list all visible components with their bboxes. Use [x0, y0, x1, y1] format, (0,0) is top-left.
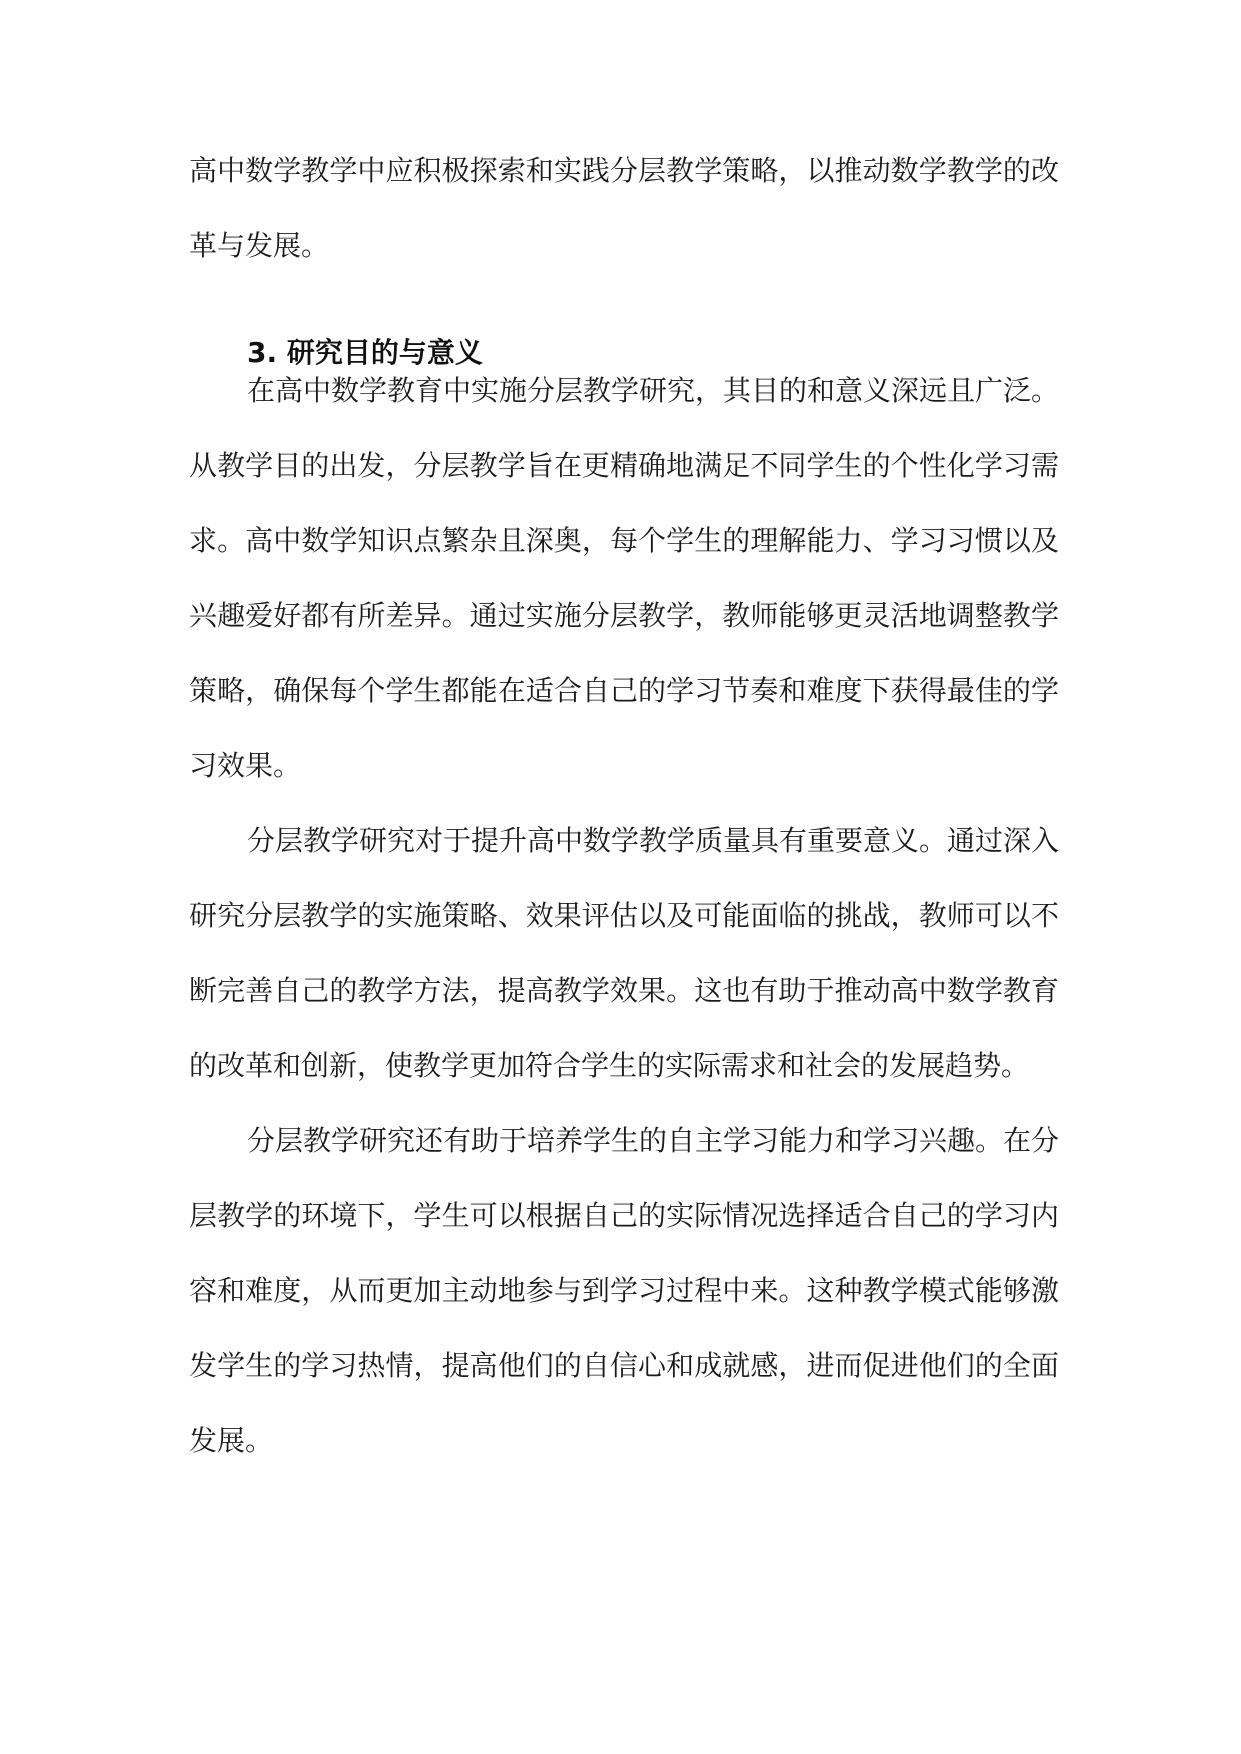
- body-paragraph-1: 在高中数学教育中实施分层教学研究，其目的和意义深远且广泛。从教学目的出发，分层教学旨在更精确地满足不同学生的个性化学习需求。高中数学知识点繁杂且深奥，每个学生的理解能力、学习习惯以及兴趣爱好都有所差异。通过实施分层教学，教师能够更灵活地调整教学策略，确保每个学生都能在适合自己的学习节奏和难度下获得最佳的学习效果。: [189, 374, 1060, 782]
- body-paragraph-2: 分层教学研究对于提升高中数学教学质量具有重要意义。通过深入研究分层教学的实施策略、效果评估以及可能面临的挑战，教师可以不断完善自己的教学方法，提高教学效果。这也有助于推动高中数学教育的改革和创新，使教学更加符合学生的实际需求和社会的发展趋势。: [189, 824, 1060, 1082]
- body-paragraph-3: 分层教学研究还有助于培养学生的自主学习能力和学习兴趣。在分层教学的环境下，学生可以根据自己的实际情况选择适合自己的学习内容和难度，从而更加主动地参与到学习过程中来。这种教学模式能够激发学生的学习热情，提高他们的自信心和成就感，进而促进他们的全面发展。: [189, 1124, 1060, 1457]
- section-heading: 3. 研究目的与意义: [247, 336, 483, 369]
- continuation-block: [189, 133, 1059, 283]
- section-body: [189, 353, 1059, 1478]
- continuation-paragraph: 高中数学教学中应积极探索和实践分层教学策略，以推动数学教学的改革与发展。: [189, 154, 1059, 262]
